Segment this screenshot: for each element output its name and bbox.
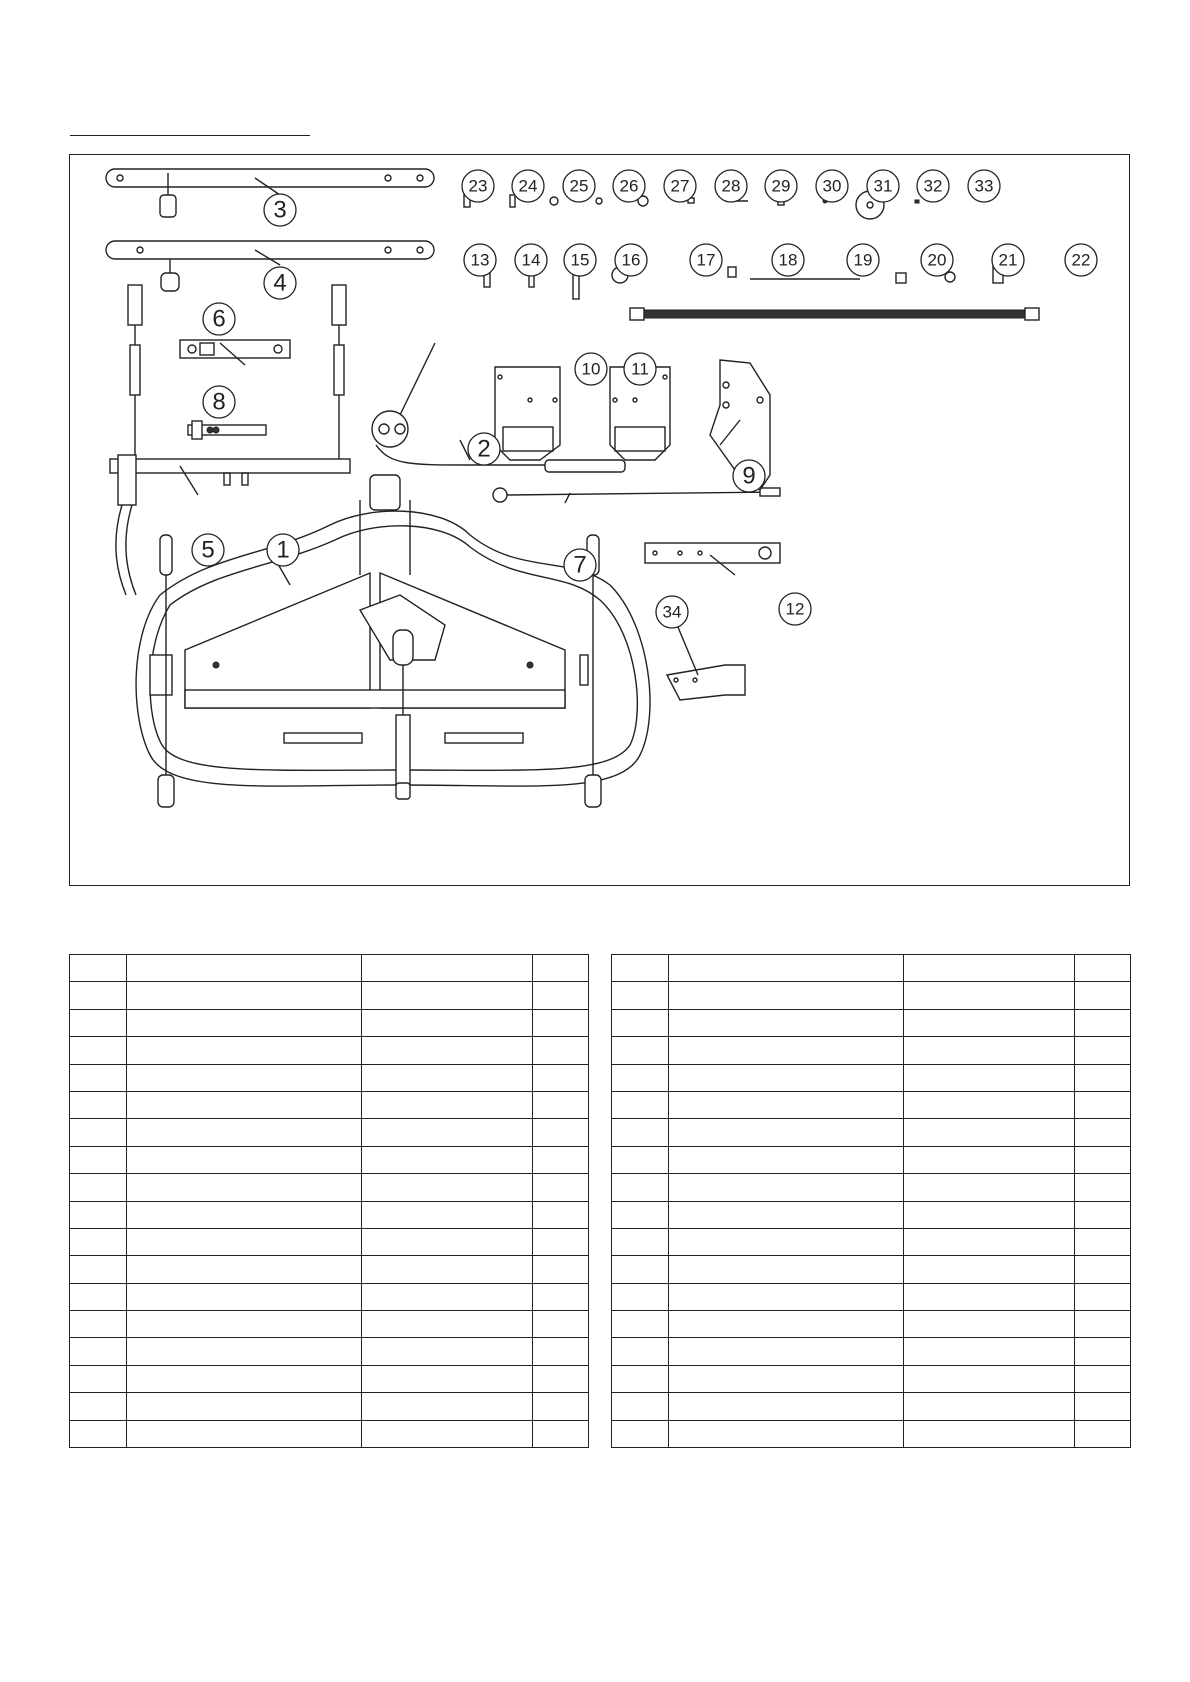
table-cell bbox=[1075, 1037, 1131, 1064]
table-cell bbox=[362, 982, 533, 1009]
table-cell bbox=[904, 1201, 1075, 1228]
table-cell bbox=[362, 1256, 533, 1283]
parts-drawing bbox=[70, 155, 1131, 887]
table-row bbox=[612, 1119, 1131, 1146]
table-cell bbox=[904, 1091, 1075, 1118]
table-cell bbox=[1075, 1174, 1131, 1201]
callout-10 bbox=[575, 353, 607, 385]
table-cell bbox=[904, 1037, 1075, 1064]
callout-31 bbox=[867, 170, 899, 202]
lift-rods-drawing bbox=[128, 285, 346, 473]
table-row bbox=[612, 1365, 1131, 1392]
table-row bbox=[612, 1146, 1131, 1173]
callout-28 bbox=[715, 170, 747, 202]
svg-text:1: 1 bbox=[276, 536, 290, 564]
table-cell bbox=[669, 1119, 904, 1146]
table-row bbox=[70, 1256, 589, 1283]
callout-22 bbox=[1065, 244, 1097, 276]
table-cell bbox=[362, 1311, 533, 1338]
table-row bbox=[70, 1311, 589, 1338]
table-row bbox=[612, 1228, 1131, 1255]
table-row bbox=[612, 1311, 1131, 1338]
callout-11 bbox=[624, 353, 656, 385]
callout-30 bbox=[816, 170, 848, 202]
table-cell bbox=[362, 1174, 533, 1201]
callout-6 bbox=[203, 303, 235, 335]
table-cell bbox=[612, 1146, 669, 1173]
table-cell bbox=[904, 1009, 1075, 1036]
table-row bbox=[70, 1393, 589, 1420]
table-cell bbox=[533, 1037, 589, 1064]
table-cell bbox=[533, 1338, 589, 1365]
table-row bbox=[70, 1228, 589, 1255]
table-cell bbox=[70, 1037, 127, 1064]
table-cell bbox=[904, 1338, 1075, 1365]
table-row bbox=[612, 982, 1131, 1009]
table-cell bbox=[70, 955, 127, 982]
table-cell bbox=[669, 1064, 904, 1091]
table-cell bbox=[127, 1256, 362, 1283]
table-cell bbox=[612, 1037, 669, 1064]
table-cell bbox=[612, 1174, 669, 1201]
table-cell bbox=[127, 1064, 362, 1091]
table-row bbox=[70, 1037, 589, 1064]
table-cell bbox=[362, 1009, 533, 1036]
svg-text:13: 13 bbox=[470, 250, 490, 270]
table-row bbox=[70, 1201, 589, 1228]
table-row bbox=[70, 1283, 589, 1310]
table-cell bbox=[127, 1146, 362, 1173]
callout-24 bbox=[512, 170, 544, 202]
table-cell bbox=[904, 1174, 1075, 1201]
callout-12 bbox=[779, 593, 811, 625]
table-cell bbox=[70, 1009, 127, 1036]
table-row bbox=[70, 1064, 589, 1091]
svg-text:29: 29 bbox=[771, 176, 791, 196]
svg-text:24: 24 bbox=[518, 176, 538, 196]
svg-text:21: 21 bbox=[998, 250, 1018, 270]
parts-table-right bbox=[611, 954, 1131, 1448]
table-cell bbox=[127, 1119, 362, 1146]
table-cell bbox=[533, 1420, 589, 1447]
table-cell bbox=[904, 1064, 1075, 1091]
svg-text:19: 19 bbox=[853, 250, 873, 270]
table-cell bbox=[669, 1311, 904, 1338]
table-cell bbox=[612, 1009, 669, 1036]
table-cell bbox=[612, 1338, 669, 1365]
svg-text:17: 17 bbox=[696, 250, 716, 270]
svg-text:31: 31 bbox=[873, 176, 893, 196]
table-cell bbox=[70, 1091, 127, 1118]
table-cell bbox=[904, 1228, 1075, 1255]
table-cell bbox=[904, 982, 1075, 1009]
table-cell bbox=[904, 1283, 1075, 1310]
table-cell bbox=[1075, 1064, 1131, 1091]
part-12-drawing bbox=[645, 543, 780, 575]
table-cell bbox=[533, 982, 589, 1009]
table-cell bbox=[904, 955, 1075, 982]
table-cell bbox=[70, 1420, 127, 1447]
table-cell bbox=[904, 1256, 1075, 1283]
table-cell bbox=[533, 1283, 589, 1310]
table-cell bbox=[70, 982, 127, 1009]
table-cell bbox=[1075, 1009, 1131, 1036]
table-row bbox=[70, 982, 589, 1009]
callout-14 bbox=[515, 244, 547, 276]
part-1-drawing bbox=[136, 475, 650, 807]
svg-text:20: 20 bbox=[927, 250, 947, 270]
part-7-drawing bbox=[493, 488, 780, 503]
table-row bbox=[612, 1037, 1131, 1064]
svg-text:16: 16 bbox=[621, 250, 641, 270]
table-cell bbox=[70, 1201, 127, 1228]
table-row bbox=[612, 1174, 1131, 1201]
table-cell bbox=[533, 1256, 589, 1283]
table-row bbox=[70, 1174, 589, 1201]
exploded-parts-diagram bbox=[69, 154, 1130, 886]
table-cell bbox=[669, 1393, 904, 1420]
callout-29 bbox=[765, 170, 797, 202]
callout-25 bbox=[563, 170, 595, 202]
table-cell bbox=[904, 1146, 1075, 1173]
callout-2 bbox=[468, 433, 500, 465]
svg-text:7: 7 bbox=[573, 551, 587, 579]
svg-text:2: 2 bbox=[477, 435, 491, 463]
table-cell bbox=[362, 955, 533, 982]
table-cell bbox=[1075, 1283, 1131, 1310]
svg-text:18: 18 bbox=[778, 250, 798, 270]
svg-text:11: 11 bbox=[631, 359, 649, 379]
part-5-drawing bbox=[110, 455, 350, 595]
table-cell bbox=[362, 1201, 533, 1228]
table-cell bbox=[533, 1174, 589, 1201]
table-cell bbox=[127, 1009, 362, 1036]
svg-text:5: 5 bbox=[201, 536, 215, 564]
table-cell bbox=[127, 1091, 362, 1118]
callout-20 bbox=[921, 244, 953, 276]
table-row bbox=[612, 1393, 1131, 1420]
table-cell bbox=[533, 1091, 589, 1118]
table-cell bbox=[127, 1283, 362, 1310]
table-cell bbox=[904, 1393, 1075, 1420]
table-cell bbox=[362, 1283, 533, 1310]
table-cell bbox=[533, 1009, 589, 1036]
table-cell bbox=[612, 1420, 669, 1447]
table-cell bbox=[362, 1393, 533, 1420]
table-cell bbox=[1075, 1256, 1131, 1283]
table-cell bbox=[612, 955, 669, 982]
table-cell bbox=[1075, 1365, 1131, 1392]
table-cell bbox=[612, 1311, 669, 1338]
table-row bbox=[612, 1420, 1131, 1447]
svg-text:9: 9 bbox=[742, 462, 756, 490]
table-cell bbox=[362, 1420, 533, 1447]
svg-text:33: 33 bbox=[974, 176, 994, 196]
table-cell bbox=[127, 1174, 362, 1201]
table-row bbox=[612, 1256, 1131, 1283]
table-cell bbox=[612, 1256, 669, 1283]
table-cell bbox=[669, 1283, 904, 1310]
callout-26 bbox=[613, 170, 645, 202]
svg-text:26: 26 bbox=[619, 176, 639, 196]
table-cell bbox=[669, 1091, 904, 1118]
table-cell bbox=[70, 1174, 127, 1201]
table-cell bbox=[1075, 1201, 1131, 1228]
table-cell bbox=[362, 1091, 533, 1118]
table-cell bbox=[669, 1201, 904, 1228]
table-cell bbox=[612, 1283, 669, 1310]
table-cell bbox=[70, 1311, 127, 1338]
callout-21 bbox=[992, 244, 1024, 276]
svg-text:8: 8 bbox=[212, 388, 226, 416]
callout-13 bbox=[464, 244, 496, 276]
part-6-drawing bbox=[180, 340, 290, 365]
callout-23 bbox=[462, 170, 494, 202]
table-cell bbox=[362, 1228, 533, 1255]
table-cell bbox=[669, 1365, 904, 1392]
table-row bbox=[70, 1146, 589, 1173]
callout-18 bbox=[772, 244, 804, 276]
callout-33 bbox=[968, 170, 1000, 202]
table-cell bbox=[1075, 1420, 1131, 1447]
table-cell bbox=[70, 1393, 127, 1420]
table-cell bbox=[533, 1393, 589, 1420]
svg-text:3: 3 bbox=[273, 196, 287, 224]
table-cell bbox=[612, 1091, 669, 1118]
table-cell bbox=[127, 1365, 362, 1392]
table-cell bbox=[127, 1037, 362, 1064]
table-cell bbox=[70, 1228, 127, 1255]
svg-text:6: 6 bbox=[212, 305, 226, 333]
table-cell bbox=[127, 1393, 362, 1420]
table-cell bbox=[70, 1064, 127, 1091]
svg-text:23: 23 bbox=[468, 176, 488, 196]
table-cell bbox=[612, 1119, 669, 1146]
table-cell bbox=[904, 1311, 1075, 1338]
table-cell bbox=[70, 1365, 127, 1392]
table-cell bbox=[1075, 1228, 1131, 1255]
table-cell bbox=[612, 982, 669, 1009]
table-cell bbox=[533, 955, 589, 982]
table-cell bbox=[127, 1228, 362, 1255]
table-cell bbox=[533, 1119, 589, 1146]
table-cell bbox=[70, 1119, 127, 1146]
table-row bbox=[612, 955, 1131, 982]
table-row bbox=[70, 1338, 589, 1365]
table-cell bbox=[127, 955, 362, 982]
table-row bbox=[70, 1119, 589, 1146]
table-row bbox=[70, 1365, 589, 1392]
svg-text:27: 27 bbox=[670, 176, 690, 196]
table-row bbox=[612, 1091, 1131, 1118]
svg-text:30: 30 bbox=[822, 176, 842, 196]
table-cell bbox=[127, 1311, 362, 1338]
callout-3 bbox=[264, 194, 296, 226]
table-cell bbox=[1075, 1091, 1131, 1118]
table-cell bbox=[669, 1338, 904, 1365]
svg-text:12: 12 bbox=[785, 599, 805, 619]
table-row bbox=[70, 955, 589, 982]
table-cell bbox=[669, 982, 904, 1009]
table-cell bbox=[127, 1420, 362, 1447]
callout-16 bbox=[615, 244, 647, 276]
table-cell bbox=[533, 1311, 589, 1338]
callout-17 bbox=[690, 244, 722, 276]
table-cell bbox=[1075, 1146, 1131, 1173]
part-8-drawing bbox=[188, 421, 266, 439]
table-cell bbox=[612, 1064, 669, 1091]
table-cell bbox=[127, 982, 362, 1009]
table-cell bbox=[533, 1228, 589, 1255]
callout-34 bbox=[656, 596, 688, 628]
table-row bbox=[612, 1283, 1131, 1310]
table-cell bbox=[362, 1365, 533, 1392]
table-cell bbox=[904, 1420, 1075, 1447]
callout-7 bbox=[564, 549, 596, 581]
table-cell bbox=[612, 1201, 669, 1228]
table-cell bbox=[669, 1009, 904, 1036]
svg-text:25: 25 bbox=[569, 176, 589, 196]
svg-text:34: 34 bbox=[662, 602, 682, 622]
svg-text:10: 10 bbox=[581, 359, 601, 379]
table-cell bbox=[612, 1228, 669, 1255]
table-cell bbox=[612, 1365, 669, 1392]
table-cell bbox=[70, 1338, 127, 1365]
table-cell bbox=[1075, 1393, 1131, 1420]
callout-9 bbox=[733, 460, 765, 492]
table-cell bbox=[904, 1365, 1075, 1392]
callout-19 bbox=[847, 244, 879, 276]
svg-text:32: 32 bbox=[923, 176, 943, 196]
table-cell bbox=[533, 1146, 589, 1173]
table-cell bbox=[70, 1283, 127, 1310]
table-cell bbox=[1075, 1338, 1131, 1365]
callout-5 bbox=[192, 534, 224, 566]
table-cell bbox=[362, 1338, 533, 1365]
table-row bbox=[612, 1201, 1131, 1228]
callout-8 bbox=[203, 386, 235, 418]
table-row bbox=[612, 1064, 1131, 1091]
svg-text:14: 14 bbox=[521, 250, 541, 270]
table-cell bbox=[1075, 955, 1131, 982]
table-cell bbox=[669, 1174, 904, 1201]
table-row bbox=[70, 1420, 589, 1447]
parts-table-left bbox=[69, 954, 589, 1448]
table-cell bbox=[1075, 982, 1131, 1009]
table-cell bbox=[1075, 1119, 1131, 1146]
callout-1 bbox=[267, 534, 299, 566]
svg-text:22: 22 bbox=[1071, 250, 1091, 270]
callout-4 bbox=[264, 267, 296, 299]
table-cell bbox=[127, 1338, 362, 1365]
table-cell bbox=[904, 1119, 1075, 1146]
title-underline bbox=[70, 135, 310, 136]
table-cell bbox=[533, 1201, 589, 1228]
table-cell bbox=[669, 1146, 904, 1173]
table-cell bbox=[612, 1393, 669, 1420]
table-cell bbox=[362, 1119, 533, 1146]
table-cell bbox=[669, 1228, 904, 1255]
table-cell bbox=[669, 1256, 904, 1283]
callout-15 bbox=[564, 244, 596, 276]
table-row bbox=[612, 1009, 1131, 1036]
table-row bbox=[612, 1338, 1131, 1365]
table-cell bbox=[533, 1365, 589, 1392]
table-cell bbox=[362, 1064, 533, 1091]
table-cell bbox=[70, 1256, 127, 1283]
table-row bbox=[70, 1009, 589, 1036]
table-cell bbox=[669, 1420, 904, 1447]
svg-text:4: 4 bbox=[273, 269, 287, 297]
table-cell bbox=[70, 1146, 127, 1173]
table-cell bbox=[669, 955, 904, 982]
table-cell bbox=[669, 1037, 904, 1064]
table-cell bbox=[1075, 1311, 1131, 1338]
svg-text:28: 28 bbox=[721, 176, 741, 196]
callout-27 bbox=[664, 170, 696, 202]
part-34-drawing bbox=[667, 620, 745, 700]
callout-32 bbox=[917, 170, 949, 202]
table-cell bbox=[127, 1201, 362, 1228]
table-cell bbox=[362, 1037, 533, 1064]
svg-text:15: 15 bbox=[570, 250, 590, 270]
table-row bbox=[70, 1091, 589, 1118]
table-cell bbox=[362, 1146, 533, 1173]
table-cell bbox=[533, 1064, 589, 1091]
